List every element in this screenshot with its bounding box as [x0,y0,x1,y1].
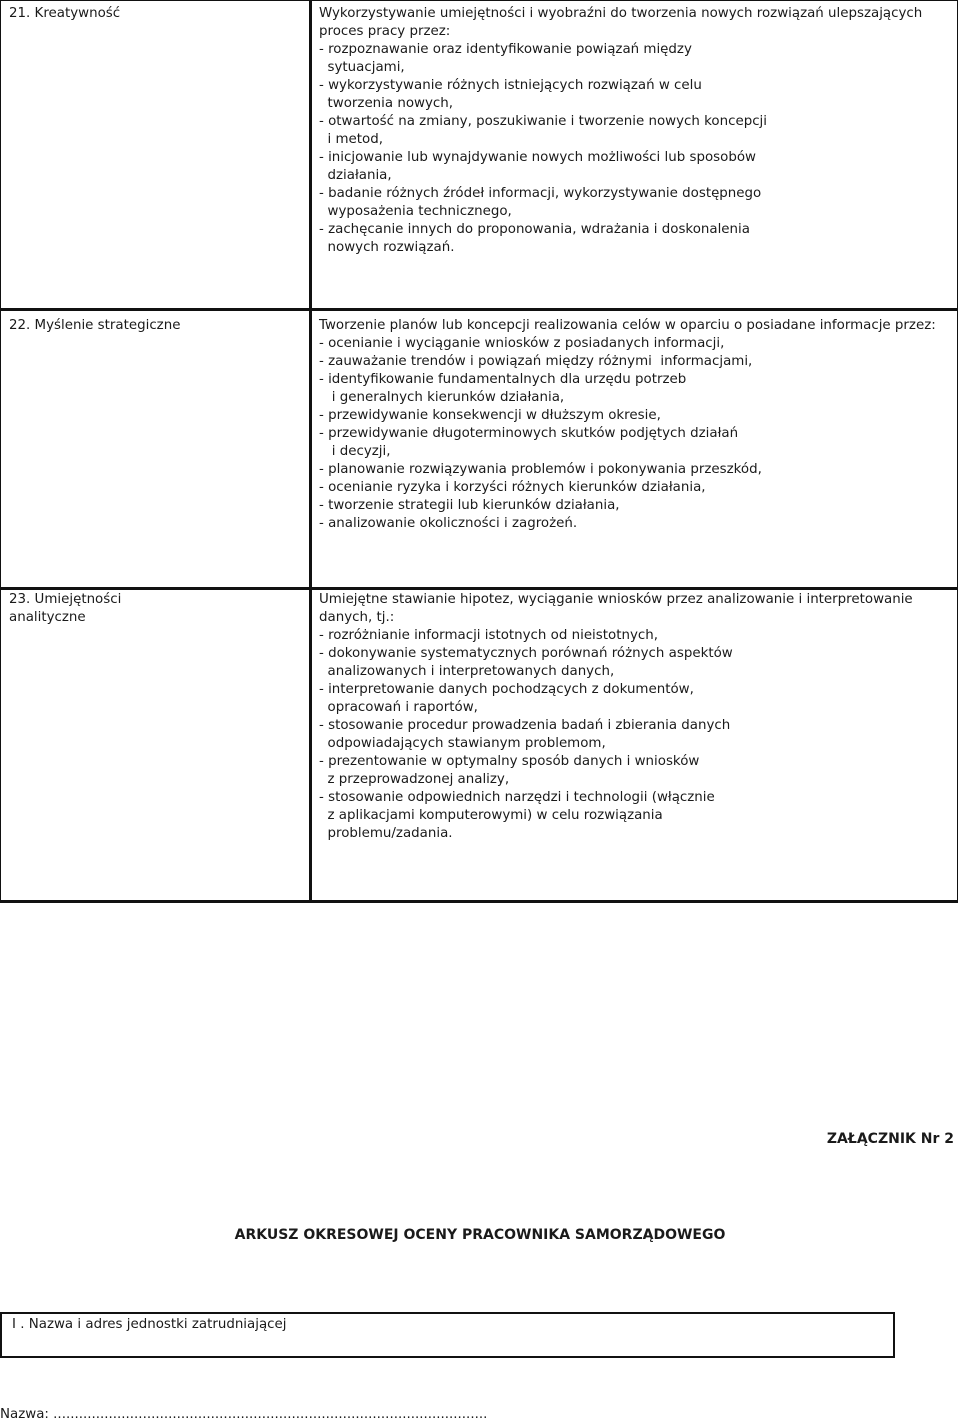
description-line: - przewidywanie długoterminowych skutków podjętych działań [319,426,739,441]
description-line: - wykorzystywanie różnych istniejących rozwiązań w celu [319,78,702,93]
description-line: - zauważanie trendów i powiązań między różnymi informacjami, [319,354,753,369]
description-line: proces pracy przez: [319,24,451,39]
description-line: - tworzenie strategii lub kierunków działania, [319,498,620,513]
description-line: odpowiadających stawianym problemom, [319,736,606,751]
description-line: - inicjowanie lub wynajdywanie nowych możliwości lub sposobów [319,150,756,165]
competency-name-strategic-thinking: 22. Myślenie strategiczne [9,318,181,333]
description-line: - rozpoznawanie oraz identyfikowanie powiązań między [319,42,692,57]
description-line: - prezentowanie w optymalny sposób danych i wniosków [319,754,700,769]
description-line: i metod, [319,132,383,147]
description-line: - przewidywanie konsekwencji w dłuższym okresie, [319,408,661,423]
description-line: tworzenia nowych, [319,96,454,111]
table-column-divider [309,0,312,902]
table-row-divider [0,587,958,590]
description-line: Umiejętne stawianie hipotez, wyciąganie wniosków przez analizowanie i interpretowanie [319,592,913,607]
competency-name-creativity: 21. Kreatywność [9,6,121,21]
description-line: - badanie różnych źródeł informacji, wykorzystywanie dostępnego [319,186,762,201]
description-line: - stosowanie odpowiednich narzędzi i technologii (włącznie [319,790,715,805]
description-line: - identyfikowanie fundamentalnych dla urzędu potrzeb [319,372,687,387]
description-line: - otwartość na zmiany, poszukiwanie i tworzenie nowych koncepcji [319,114,767,129]
description-line: - zachęcanie innych do proponowania, wdrażania i doskonalenia [319,222,750,237]
description-line: - interpretowanie danych pochodzących z dokumentów, [319,682,694,697]
description-line: - ocenianie i wyciąganie wniosków z posiadanych informacji, [319,336,725,351]
annex-number: ZAŁĄCZNIK Nr 2 [826,1131,954,1147]
description-line: - ocenianie ryzyka i korzyści różnych kierunków działania, [319,480,706,495]
description-line: Wykorzystywanie umiejętności i wyobraźni do tworzenia nowych rozwiązań ulepszających [319,6,923,21]
employer-unit-label: I . Nazwa i adres jednostki zatrudniającej [12,1316,287,1332]
description-line: danych, tj.: [319,610,395,625]
description-line: - planowanie rozwiązywania problemów i pokonywania przeszkód, [319,462,762,477]
competency-description-analytical-skills [319,591,955,843]
competency-description-strategic-thinking [319,317,955,533]
table-row-divider [0,308,958,311]
description-line: - rozróżnianie informacji istotnych od nieistotnych, [319,628,658,643]
table-bottom-border [0,900,958,903]
name-field[interactable]: Nazwa: ...................................................................................................... [0,1407,488,1422]
description-line: analizowanych i interpretowanych danych, [319,664,615,679]
description-line: Tworzenie planów lub koncepcji realizowania celów w oparciu o posiadane informacje przez: [319,318,936,333]
employer-unit-section [0,1312,895,1358]
form-title: ARKUSZ OKRESOWEJ OCENY PRACOWNIKA SAMORZĄDOWEGO [234,1227,726,1243]
description-line: działania, [319,168,392,183]
description-line: sytuacjami, [319,60,405,75]
description-line: problemu/zadania. [319,826,453,841]
description-line: opracowań i raportów, [319,700,478,715]
description-line: - stosowanie procedur prowadzenia badań i zbierania danych [319,718,731,733]
description-line: z przeprowadzonej analizy, [319,772,510,787]
description-line: z aplikacjami komputerowymi) w celu rozwiązania [319,808,663,823]
description-line: nowych rozwiązań. [319,240,455,255]
description-line: i decyzji, [319,444,391,459]
competency-name-analytical-skills: 23. Umiejętności analityczne [9,592,122,625]
description-line: - analizowanie okoliczności i zagrożeń. [319,516,578,531]
description-line: i generalnych kierunków działania, [319,390,565,405]
description-line: wyposażenia technicznego, [319,204,512,219]
competency-description-creativity [319,5,955,257]
description-line: - dokonywanie systematycznych porównań różnych aspektów [319,646,733,661]
